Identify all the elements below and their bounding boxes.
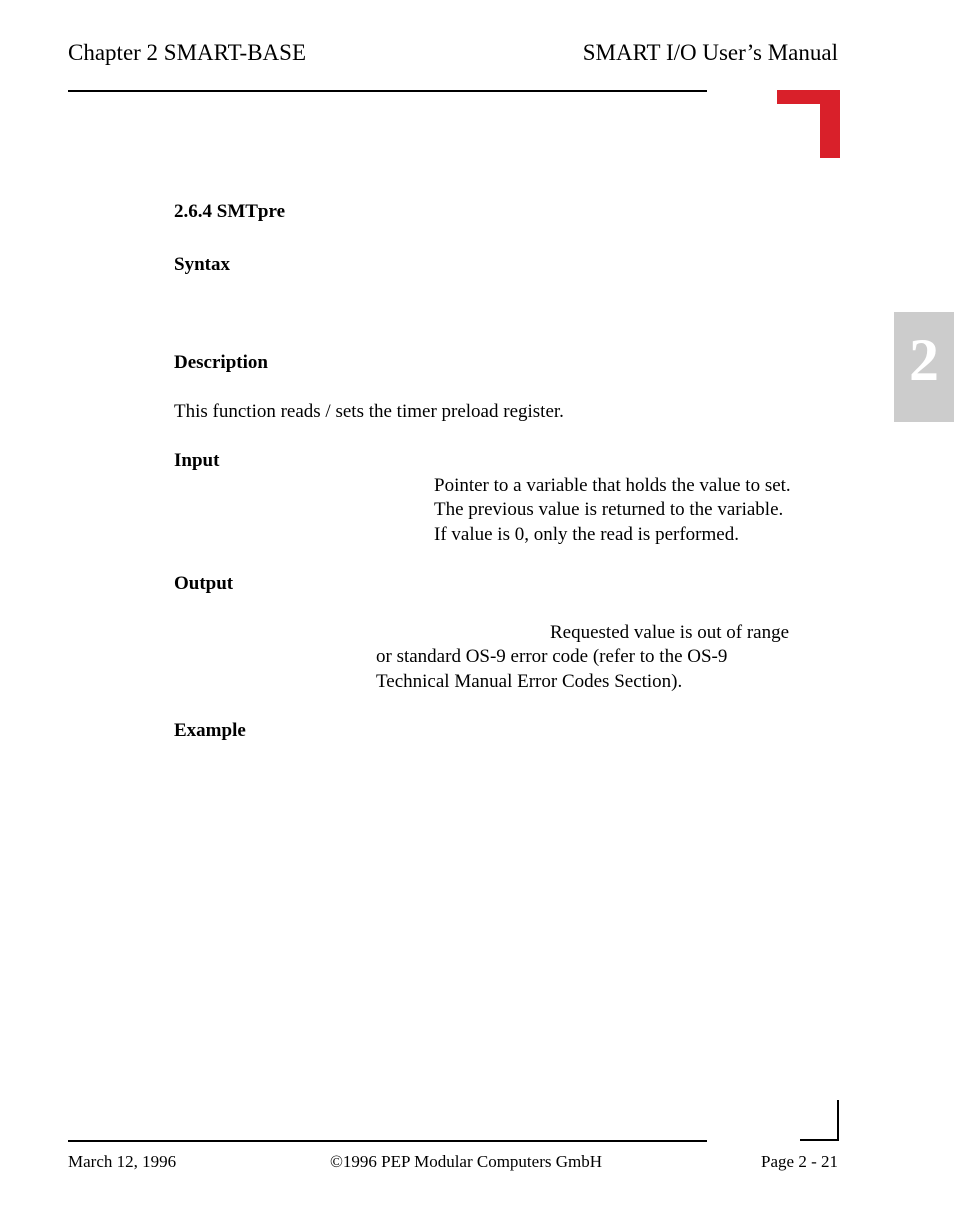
output-line-3: Technical Manual Error Codes Section). xyxy=(376,671,683,692)
chapter-title: Chapter 2 SMART-BASE xyxy=(68,40,307,65)
header-rule xyxy=(68,90,707,92)
input-line-3: If value is 0, only the read is performed. xyxy=(434,524,739,545)
description-text: This function reads / sets the timer preload register. xyxy=(174,401,564,422)
description-heading: Description xyxy=(174,352,268,373)
footer-copyright: ©1996 PEP Modular Computers GmbH xyxy=(330,1152,603,1171)
footer-page-number: Page 2 - 21 xyxy=(761,1152,838,1171)
output-line-2: or standard OS-9 error code (refer to the OS-9 xyxy=(376,646,728,667)
footer-date: March 12, 1996 xyxy=(68,1152,177,1171)
syntax-heading: Syntax xyxy=(174,254,230,275)
section-title: 2.6.4 SMTpre xyxy=(174,201,286,222)
example-heading: Example xyxy=(174,720,246,741)
footer-rule xyxy=(68,1140,707,1142)
chapter-tab-number: 2 xyxy=(909,327,939,393)
output-heading: Output xyxy=(174,573,234,594)
input-line-1: Pointer to a variable that holds the value to set. xyxy=(434,475,791,496)
output-line-1: Requested value is out of range xyxy=(550,622,790,643)
chapter-tab xyxy=(894,312,954,422)
input-heading: Input xyxy=(174,450,220,471)
input-line-2: The previous value is returned to the variable. xyxy=(434,499,784,520)
manual-title: SMART I/O User’s Manual xyxy=(582,40,838,65)
